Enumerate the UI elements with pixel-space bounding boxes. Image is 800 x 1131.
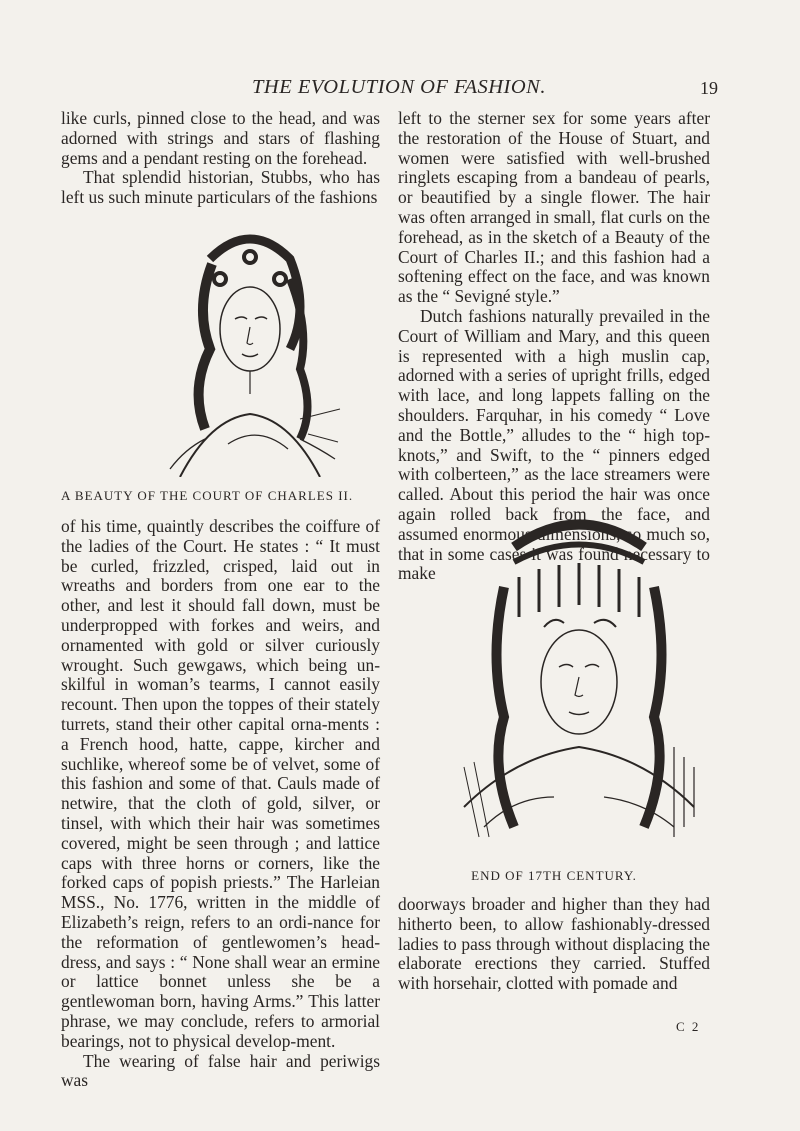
paragraph: The wearing of false hair and periwigs was: [61, 1050, 380, 1091]
page-number: 19: [700, 78, 718, 98]
signature-mark: C 2: [676, 1019, 701, 1034]
paragraph: Dutch fashions naturally prevailed in the Court of William and Mary, and this queen is represented with a high muslin cap, adorned with a series of upright frills, edged with lace, and long lappets falling on the shoulders. Farquhar, in his comedy “ Love and the Bottle,” alludes to the “ high top-knots,” and Swift, to the “ pinners edged with colberteen,” as the lace streamers were called. About this period the hair was once again rolled back from the face, and assumed enormous dimensions, so much so, that in some cases it was found necessary to make: [398, 305, 710, 584]
paragraph: left to the sterner sex for some years after the restoration of the House of Stuart, and women were satisfied with well-brushed ringlets escaping from a bandeau of pearls, or beautified by a single flower. The hair was often arranged in small, flat curls on the forehead, as in the sketch of a Beauty of the Court of Charles II.; and this fashion had a softening effect on the face, and was known as the “ Sevigné style.”: [398, 108, 710, 307]
illustration-end-17th-century: [444, 507, 714, 863]
illustration-beauty-charles-ii: [150, 219, 350, 477]
figure-caption: END OF 17TH CENTURY.: [471, 868, 637, 883]
paragraph: doorways broader and higher than they had hitherto been, to allow fashionably-dressed ladies to pass through without displacing the elaborate erections they carried. Stuffed with horsehair, clotted with pomade and: [398, 894, 710, 994]
running-title: THE EVOLUTION OF FASHION.: [252, 76, 546, 98]
left-column-top: [61, 109, 380, 208]
paragraph: That splendid historian, Stubbs, who has left us such minute particulars of the fashions: [61, 167, 380, 208]
paragraph: of his time, quaintly describes the coiffure of the ladies of the Court. He states : “ It must be curled, frizzled, crisped, laid out in wreaths and borders from one ear to the other, and lest it should fall down, must be underpropped with forkes and weirs, and ornamented with gold or silver curiously wrought. Such gewgaws, which being un-skilful in woman’s tearms, I cannot easily recount. Then upon the toppes of their stately turrets, stand their other capital orna-ments : a French hood, hatte, cappe, kircher and suchlike, whereof some be of velvet, some of this fashion and some of that. Cauls made of netwire, that the cloth of gold, silver, or tinsel, with which their hair was sometimes covered, might be seen through ; and lattice caps with three horns or corners, like the forked caps of popish priests.” The Harleian MSS., No. 1776, written in the middle of Elizabeth’s reign, refers to an ordi-nance for the reformation of gentlewomen’s head-dress, and says : “ None shall wear an ermine or lattice bonnet unless she be a gentlewoman born, having Arms.” This latter phrase, we may conclude, refers to armorial bearings, not to physical develop-ment.: [61, 516, 380, 1051]
paragraph: like curls, pinned close to the head, and was adorned with strings and stars of flashing gems and a pendant resting on the forehead.: [61, 108, 380, 168]
page-header: [0, 76, 800, 104]
right-column-bottom: [398, 895, 710, 994]
figure-caption: A BEAUTY OF THE COURT OF CHARLES II.: [61, 488, 354, 503]
left-column-bottom: [61, 517, 380, 1091]
